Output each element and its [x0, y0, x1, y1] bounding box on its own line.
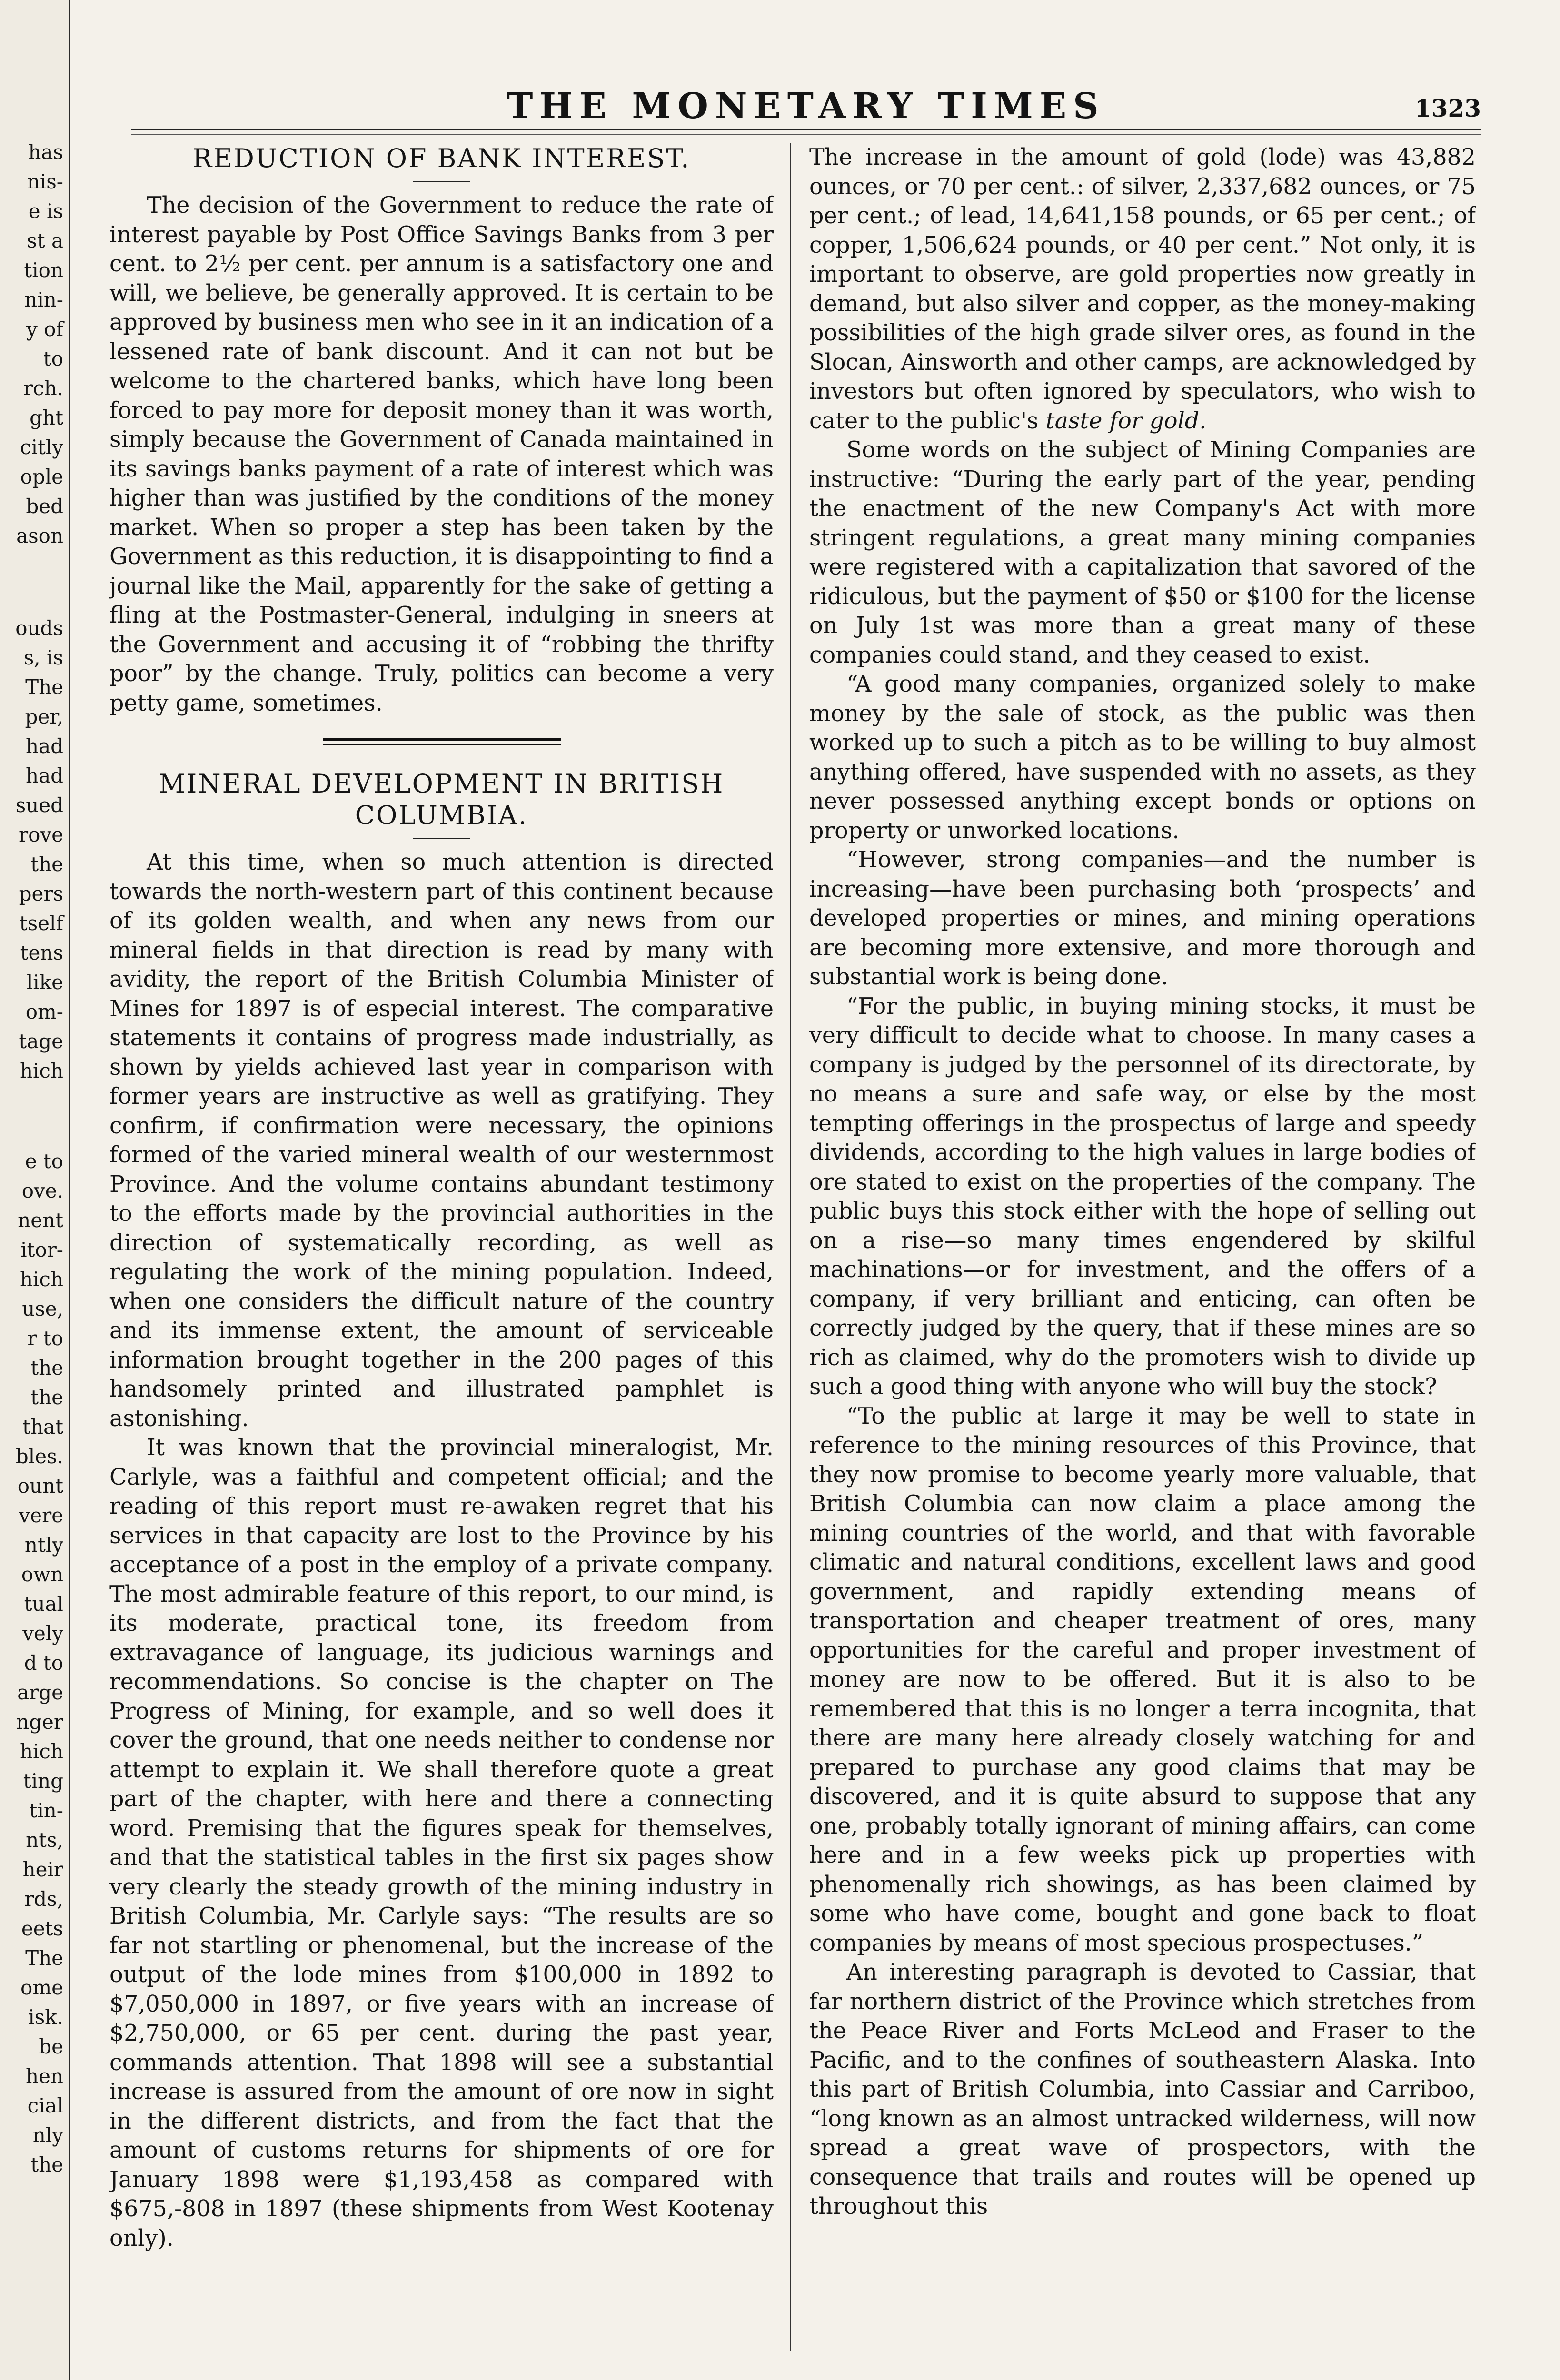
margin-fragment: nger [16, 1710, 63, 1734]
section-separator [323, 738, 561, 745]
margin-fragment: nent [18, 1209, 63, 1232]
article-title-line: COLUMBIA. [355, 800, 528, 830]
paragraph-text: The increase in the amount of gold (lode) was 43,882 ounces, or 70 per cent.: of silver, 2,337,682 ounces, or 75 per cent.; of lead, 14,641,158 pounds, or 65 per cent.; of copper, 1,506,624 pounds, or 40 per cent.” Not only, it is important to observe, are gold properties now greatly in demand, but also silver and copper, as the money-making possibilities of the high grade silver ores, as found in the Slocan, Ainsworth and other camps, are acknowledged by investors but often ignored by speculators, who wish to cater to the public's [809, 144, 1476, 434]
margin-fragment: use, [22, 1297, 63, 1320]
article-paragraph: An interesting paragraph is devoted to Cassiar, that far northern district of the Province which stretches from the Peace River and Forts McLeod and Fraser to the Pacific, and to the confines of southeastern Alaska. Into this part of British Columbia, into Cassiar and Carriboo, “long known as an almost untracked wilderness, will now spread a great wave of prospectors, with the consequence that trails and routes will be opened up throughout this [809, 1959, 1476, 2220]
margin-fragment: ople [20, 465, 63, 488]
margin-fragment: nly [32, 2123, 63, 2147]
article-paragraph: “To the public at large it may be well to state in reference to the mining resources of this Province, that they now promise to become yearly more valuable, that British Columbia can now claim a place among the mining countries of the world, and that with favorable climatic and natural conditions, excellent laws and good government, and rapidly extending means of transportation and cheaper treatment of ores, many opportunities for the careful and proper investment of money are now to be offered. But it is also to be remembered that this is no longer a terra incognita, that there are many here already closely watching for and prepared to purchase any good claims that may be discovered, and it is quite absurd to suppose that any one, probably totally ignorant of mining affairs, can come here and in a few weeks pick up properties with phenomenally rich showings, as has been claimed by some who have come, bought and gone back to float companies by means of most specious prospectuses.” [809, 1403, 1476, 1956]
margin-fragment: cial [27, 2094, 63, 2117]
margin-fragment: rove [19, 823, 63, 846]
article-paragraph [809, 143, 1476, 436]
margin-fragment: has [28, 140, 63, 164]
margin-fragment: per, [25, 705, 63, 728]
margin-fragment: to [43, 347, 63, 370]
article-paragraph: “For the public, in buying mining stocks, it must be very difficult to decide what to choose. In many cases a company is judged by the personnel of its directorate, by no means a sure and safe way, or else by the most tempting offerings in the prospectus of large and speedy dividends, according to the high values in large bodies of ore stated to exist on the properties of the company. The public buys this stock either with the hope of selling out on a rise—so many times engendered by skilful machinations—or for investment, and the offers of a company, if very brilliant and enticing, can often be correctly judged by the query, that if these mines are so rich as claimed, why do the promoters wish to divide up such a good thing with anyone who will buy the stock? [809, 993, 1476, 1400]
margin-fragment: ason [16, 524, 63, 547]
margin-fragment: hich [20, 1268, 63, 1291]
left-column [109, 143, 774, 2370]
margin-fragment: the [30, 1386, 63, 1409]
page-number: 1323 [1414, 94, 1481, 122]
margin-fragment: tion [24, 258, 63, 282]
masthead: THE MONETARY TIMES [507, 86, 1105, 127]
margin-fragment: tself [19, 912, 63, 935]
margin-fragment: ght [30, 406, 63, 429]
title-rule [413, 181, 470, 182]
margin-fragment: nts, [26, 1828, 63, 1852]
margin-fragment: tual [24, 1592, 63, 1616]
margin-fragment: om- [25, 1000, 63, 1023]
margin-fragment: nis- [27, 170, 63, 193]
article-paragraph: At this time, when so much attention is directed towards the north-western part of this continent because of its golden wealth, and when any news from our mineral fields in that direction is read by many with avidity, the report of the British Columbia Minister of Mines for 1897 is of especial interest. The comparative statements it contains of progress made industrially, as shown by yields achieved last year in comparison with former years are instructive as well as gratifying. They confirm, if confirmation were necessary, the opinions formed of the varied mineral wealth of our westernmost Province. And the volume contains abundant testimony to the efforts made by the provincial authorities in the direction of systematically recording, as well as regulating the work of the mining population. Indeed, when one considers the difficult nature of the country and its immense extent, the amount of serviceable information brought together in the 200 pages of this handsomely printed and illustrated pamphlet is astonishing. [109, 849, 774, 1432]
margin-fragment: had [26, 764, 63, 787]
margin-fragment: hen [26, 2064, 63, 2088]
margin-fragment: hich [20, 1059, 63, 1082]
margin-fragment: bed [26, 495, 63, 518]
margin-fragment: ouds [15, 616, 63, 640]
margin-fragment: the [30, 853, 63, 876]
margin-fragment: eets [21, 1917, 63, 1940]
margin-fragment: rds, [24, 1887, 63, 1911]
margin-fragment: isk. [28, 2005, 63, 2029]
article-title-bank-interest: REDUCTION OF BANK INTEREST. [192, 143, 691, 173]
margin-fragment: s, is [23, 646, 63, 669]
margin-fragment: ount [17, 1474, 63, 1497]
margin-fragment: own [21, 1563, 63, 1586]
header-rule-thin [131, 134, 1481, 135]
margin-fragment: that [22, 1415, 63, 1438]
page-header [131, 81, 1481, 148]
margin-fragment: like [26, 971, 63, 994]
margin-fragment: pers [19, 882, 63, 905]
margin-fragment: st a [27, 229, 63, 252]
margin-fragment: be [39, 2035, 63, 2058]
article-title-line: MINERAL DEVELOPMENT IN BRITISH [159, 769, 725, 799]
margin-fragment: e is [28, 199, 63, 223]
margin-fragment: ove. [21, 1179, 63, 1202]
margin-fragment: ting [23, 1769, 63, 1793]
article-paragraph: Some words on the subject of Mining Companies are instructive: “During the early part of the year, pending the enactment of the new Company's Act with more stringent regulations, a great many mining companies were registered with a capitalization that savored of the ridiculous, but the payment of $50 or $100 for the license on July 1st was more than a great many of these companies could stand, and they ceased to exist. [809, 437, 1476, 668]
margin-fragment: y of [26, 317, 63, 341]
article-paragraph: It was known that the provincial mineralogist, Mr. Carlyle, was a faithful and competent official; and the reading of this report must re-awaken regret that his services in that capacity are lost to the Province by his acceptance of a post in the employ of a private company. The most admirable feature of this report, to our mind, is its moderate, practical tone, its freedom from extravagance of language, its judicious warnings and recommendations. So concise is the chapter on The Progress of Mining, for example, and so well does it cover the ground, that one needs neither to condense nor attempt to explain it. We shall therefore quote a great part of the chapter, with here and there a connecting word. Premising that the figures speak for themselves, and that the statistical tables in the first six pages show very clearly the steady growth of the mining industry in British Columbia, Mr. Carlyle says: “The results are so far not startling or phenomenal, but the increase of the output of the lode mines from $100,000 in 1892 to $7,050,000 in 1897, or five years with an increase of $2,750,000, or 65 per cent. during the past year, commands attention. That 1898 will see a substantial increase is assured from the amount of ore now in sight in the different districts, and from the fact that the amount of customs returns for shipments of ore for January 1898 were $1,193,458 as compared with $675,-808 in 1897 (these shipments from West Kootenay only). [109, 1435, 774, 2251]
margin-fragment: d to [24, 1651, 63, 1675]
margin-fragment: The [25, 675, 63, 699]
article-paragraph: “A good many companies, organized solely to make money by the sale of stock, as the public was then worked up to such a pitch as to be willing to buy almost anything offered, have suspended with no assets, as they never possessed anything except bonds or options on property or unworked locations. [809, 671, 1476, 844]
article-title-mineral-development [109, 768, 774, 831]
margin-fragment: tage [19, 1030, 63, 1053]
margin-fragment: itor- [20, 1238, 63, 1261]
margin-fragment: hich [20, 1740, 63, 1763]
margin-fragment: had [26, 734, 63, 758]
column-divider [790, 143, 791, 2351]
margin-fragment: rch. [23, 377, 63, 400]
margin-fragment: the [30, 2153, 63, 2176]
margin-fragment: r to [27, 1327, 63, 1350]
article-paragraph: The decision of the Government to reduce the rate of interest payable by Post Office Savings Banks from 3 per cent. to 2½ per cent. per annum is a satisfactory one and will, we believe, be generally approved. It is certain to be approved by business men who see in it an indication of a lessened rate of bank discount. And it can not but be welcome to the chartered banks, which have long been forced to pay more for deposit money than it was worth, simply because the Government of Canada maintained in its savings banks payment of a rate of interest which was higher than was justified by the conditions of the money market. When so proper a step has been taken by the Government as this reduction, it is disappointing to find a journal like the Mail, apparently for the sake of getting a fling at the Postmaster-General, indulging in sneers at the Government and accusing it of “robbing the thrifty poor” by the change. Truly, politics can become a very petty game, sometimes. [109, 192, 774, 716]
margin-fragment: e to [25, 1150, 63, 1173]
margin-fragment: the [30, 1356, 63, 1379]
margin-fragment: citly [20, 436, 63, 459]
margin-fragment: heir [22, 1858, 63, 1881]
margin-fragment: tens [20, 941, 63, 964]
margin-fragment: ome [20, 1976, 63, 1999]
facing-page-margin [0, 0, 70, 2380]
margin-fragment: vere [19, 1504, 63, 1527]
margin-fragment: tin- [29, 1799, 63, 1822]
article-paragraph: “However, strong companies—and the number is increasing—have been purchasing both ‘prospects’ and developed properties or mines, and mining operations are becoming more extensive, and more thorough and substantial work is being done. [809, 847, 1476, 990]
margin-fragment: ntly [24, 1533, 63, 1557]
margin-fragment: nin- [24, 288, 63, 311]
margin-fragment: The [25, 1946, 63, 1970]
margin-fragment: bles. [15, 1445, 63, 1468]
emphasized-text: taste for gold. [1045, 407, 1207, 434]
title-rule [413, 838, 470, 839]
margin-fragment: vely [22, 1622, 63, 1645]
margin-fragment: arge [17, 1681, 63, 1704]
right-column [809, 143, 1476, 2370]
header-rule [131, 129, 1481, 130]
margin-fragment: sued [15, 793, 63, 817]
